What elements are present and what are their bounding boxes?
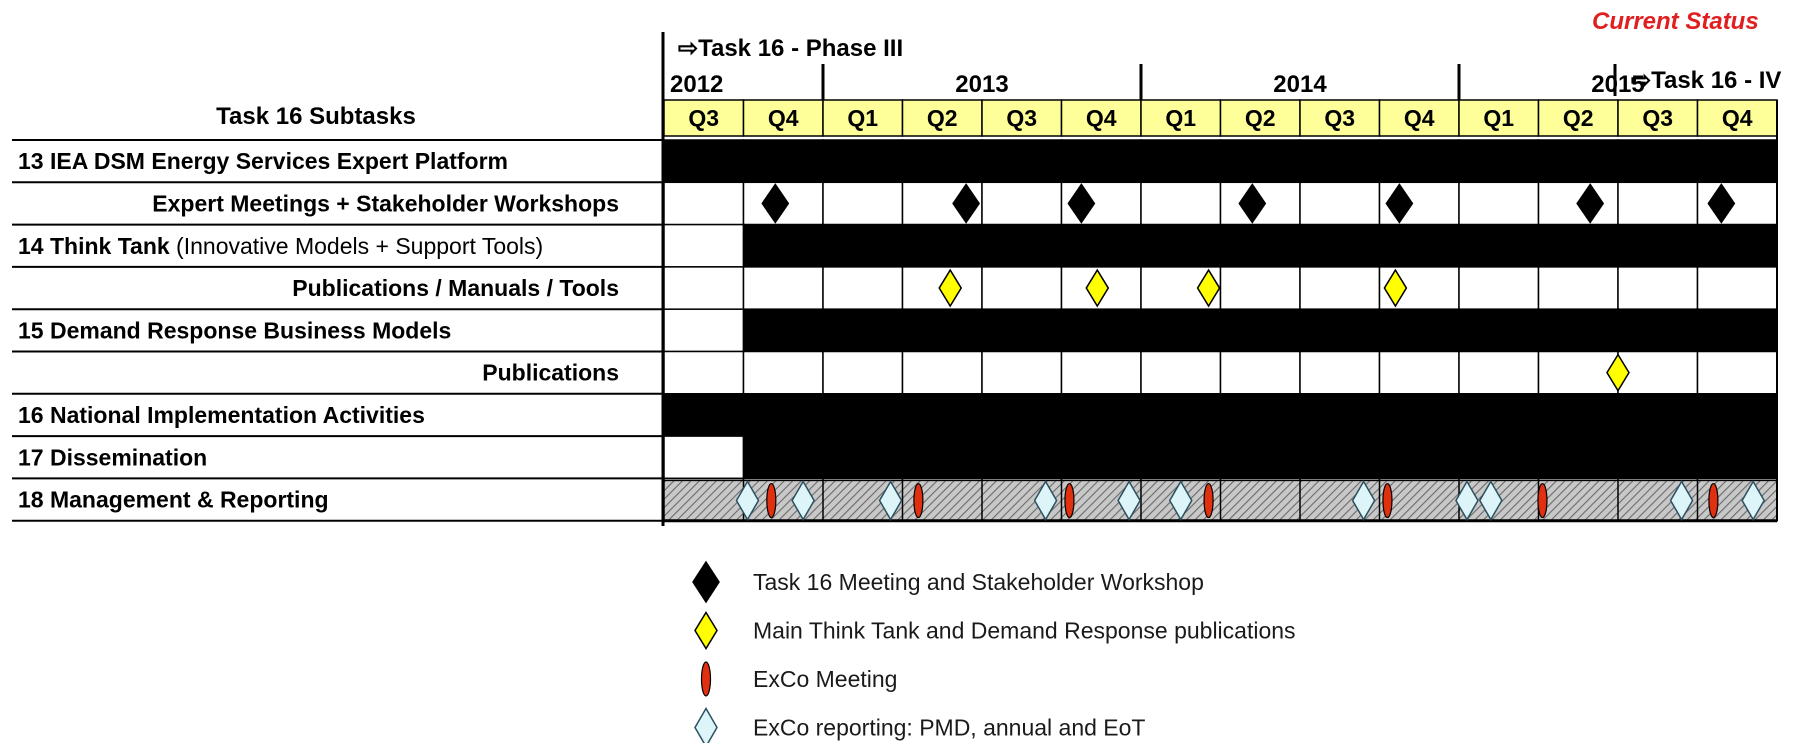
grid-cell: [1221, 352, 1301, 394]
grid-cell: [1618, 182, 1698, 224]
grid-cell: [1380, 352, 1460, 394]
grid-cell: [744, 352, 824, 394]
quarter-label: Q1: [1483, 105, 1515, 131]
row-label: 16 National Implementation Activities: [18, 401, 425, 428]
grid-cell: [664, 436, 744, 478]
grid-cell: [1539, 352, 1619, 394]
task-bar: [744, 225, 1778, 267]
quarter-label: Q3: [1324, 105, 1356, 131]
grid-cell: [1300, 267, 1380, 309]
row-label: 18 Management & Reporting: [18, 486, 329, 513]
row-label: Publications: [482, 359, 619, 386]
grid-cell: [1698, 267, 1778, 309]
grid-cell: [1300, 182, 1380, 224]
grid-cell: [1221, 267, 1301, 309]
quarter-label: Q4: [1403, 105, 1435, 131]
quarter-label: Q3: [1006, 105, 1038, 131]
quarter-label: Q3: [1642, 105, 1674, 131]
exco-meeting-oval: [767, 484, 776, 518]
grid-cell: [664, 182, 744, 224]
grid-cell: [823, 352, 903, 394]
row-label-extra: (Innovative Models + Support Tools): [169, 232, 544, 259]
grid-cell: [744, 267, 824, 309]
legend-label: Task 16 Meeting and Stakeholder Workshop: [753, 569, 1204, 595]
grid-cell: [903, 352, 983, 394]
grid-cell: [1459, 267, 1539, 309]
grid-cell: [823, 182, 903, 224]
grid-cell: [1618, 352, 1698, 394]
grid-cell: [982, 182, 1062, 224]
grid-cell: [1459, 182, 1539, 224]
exco-meeting-oval: [1709, 484, 1718, 518]
phase-4-label: ⇨Task 16 - IV: [1631, 67, 1782, 94]
legend-exco-oval: [702, 662, 711, 696]
subtasks-header: Task 16 Subtasks: [216, 103, 416, 130]
grid-cell: [664, 267, 744, 309]
current-status-label: Current Status: [1592, 8, 1759, 35]
grid-cell: [1618, 267, 1698, 309]
exco-meeting-oval: [1065, 484, 1074, 518]
task-bar: [664, 394, 1777, 436]
quarter-label: Q1: [1165, 105, 1197, 131]
grid-cell: [823, 267, 903, 309]
quarter-label: Q3: [688, 105, 720, 131]
quarter-label: Q2: [926, 105, 958, 131]
grid-cell: [1062, 352, 1142, 394]
quarter-label: Q1: [847, 105, 879, 131]
year-label-2015: 2015: [1591, 71, 1645, 98]
row-label: Expert Meetings + Stakeholder Workshops: [152, 190, 619, 217]
legend-label: ExCo Meeting: [753, 666, 898, 692]
row-label: 13 IEA DSM Energy Services Expert Platform: [18, 148, 509, 175]
grid-cell: [982, 352, 1062, 394]
legend-meeting-diamond: [693, 562, 719, 602]
quarter-label: Q4: [1085, 105, 1117, 131]
quarter-label: Q2: [1562, 105, 1594, 131]
grid-cell: [1300, 352, 1380, 394]
legend-reporting-diamond: [695, 709, 717, 744]
legend-label: ExCo reporting: PMD, annual and EoT: [753, 714, 1146, 741]
grid-cell: [664, 225, 744, 267]
year-label-2013: 2013: [955, 71, 1009, 98]
row-label: Publications / Manuals / Tools: [292, 275, 619, 302]
task-bar: [664, 140, 1777, 182]
exco-meeting-oval: [1204, 484, 1213, 518]
row-label: [18, 233, 543, 259]
row-label-main: 14 Think Tank: [18, 232, 170, 259]
quarter-label: Q2: [1244, 105, 1276, 131]
grid-cell: [1141, 352, 1221, 394]
exco-meeting-oval: [914, 484, 923, 518]
exco-meeting-oval: [1383, 484, 1392, 518]
grid-cell: [1141, 182, 1221, 224]
grid-cell: [1459, 352, 1539, 394]
task-bar: [744, 436, 1778, 478]
legend-label: Main Think Tank and Demand Response publications: [753, 617, 1296, 644]
grid-cell: [1698, 352, 1778, 394]
row-label: 17 Dissemination: [18, 444, 208, 471]
grid-cell: [982, 267, 1062, 309]
grid-cell: [1539, 267, 1619, 309]
year-label-2014: 2014: [1273, 71, 1327, 98]
quarter-label: Q4: [767, 105, 799, 131]
exco-meeting-oval: [1538, 484, 1547, 518]
grid-cell: [664, 309, 744, 351]
task-bar: [744, 309, 1778, 351]
phase-3-label: ⇨Task 16 - Phase III: [678, 35, 904, 62]
year-label-2012: 2012: [670, 71, 724, 98]
grid-cell: [664, 352, 744, 394]
row-label: 15 Demand Response Business Models: [18, 317, 452, 344]
quarter-label: Q4: [1721, 105, 1753, 131]
legend-publication-diamond: [695, 613, 717, 649]
